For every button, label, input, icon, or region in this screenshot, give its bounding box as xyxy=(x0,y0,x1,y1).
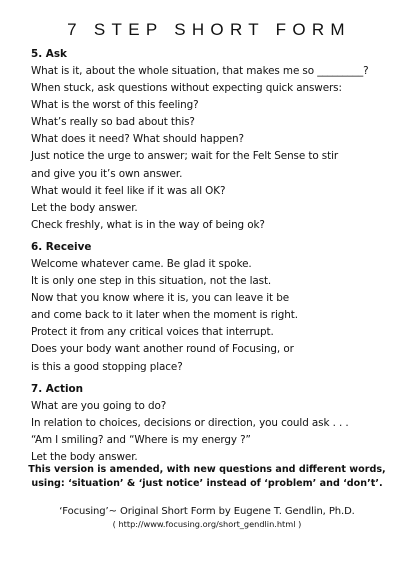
body-line: Does your body want another round of Focusing, or xyxy=(31,343,294,356)
body-line: It is only one step in this situation, not the last. xyxy=(31,275,272,288)
author-credit: ‘Focusing’~ Original Short Form by Eugene T. Gendlin, Ph.D. xyxy=(59,506,355,517)
amendment-note xyxy=(0,463,414,490)
body-line: Now that you know where it is, you can leave it be xyxy=(31,292,289,305)
body-line: and give you it’s own answer. xyxy=(31,167,183,180)
body-line: What’s really so bad about this? xyxy=(31,116,195,129)
source-url: ( http://www.focusing.org/short_gendlin.html ) xyxy=(112,519,302,529)
body-line: When stuck, ask questions without expecting quick answers: xyxy=(31,82,342,95)
body-line: What is the worst of this feeling? xyxy=(31,99,199,112)
body-line: “Am I smiling? and “Where is my energy ?” xyxy=(31,433,251,446)
body-line: What are you going to do? xyxy=(31,399,167,412)
section-ask xyxy=(31,46,414,234)
body-line: What is it, about the whole situation, that makes me so _________? xyxy=(31,65,369,77)
section-heading: 6. Receive xyxy=(31,240,92,253)
note-line: This version is amended, with new questions and different words, xyxy=(28,464,386,475)
note-line: using: ‘situation’ & ‘just notice’ instead of ‘problem’ and ‘don’t’. xyxy=(31,477,383,489)
body-line: In relation to choices, decisions or direction, you could ask . . . xyxy=(31,416,349,429)
section-action xyxy=(31,381,414,466)
body-line: Welcome whatever came. Be glad it spoke. xyxy=(31,257,252,270)
body-line: is this a good stopping place? xyxy=(31,360,183,373)
body-line: and come back to it later when the moment is right. xyxy=(31,309,298,322)
body-line: Let the body answer. xyxy=(31,201,138,214)
body-line: What would it feel like if it was all OK? xyxy=(31,184,226,197)
page-title: 7 STEP SHORT FORM xyxy=(67,20,351,39)
body-line: What does it need? What should happen? xyxy=(31,133,244,146)
section-receive xyxy=(31,239,414,376)
body-line: Protect it from any critical voices that interrupt. xyxy=(31,326,274,339)
body-line: Just notice the urge to answer; wait for the Felt Sense to stir xyxy=(31,150,339,163)
section-heading: 7. Action xyxy=(31,382,84,395)
section-heading: 5. Ask xyxy=(31,48,67,60)
body-line: Check freshly, what is in the way of being ok? xyxy=(31,218,265,231)
body-line: Let the body answer. xyxy=(31,450,138,463)
